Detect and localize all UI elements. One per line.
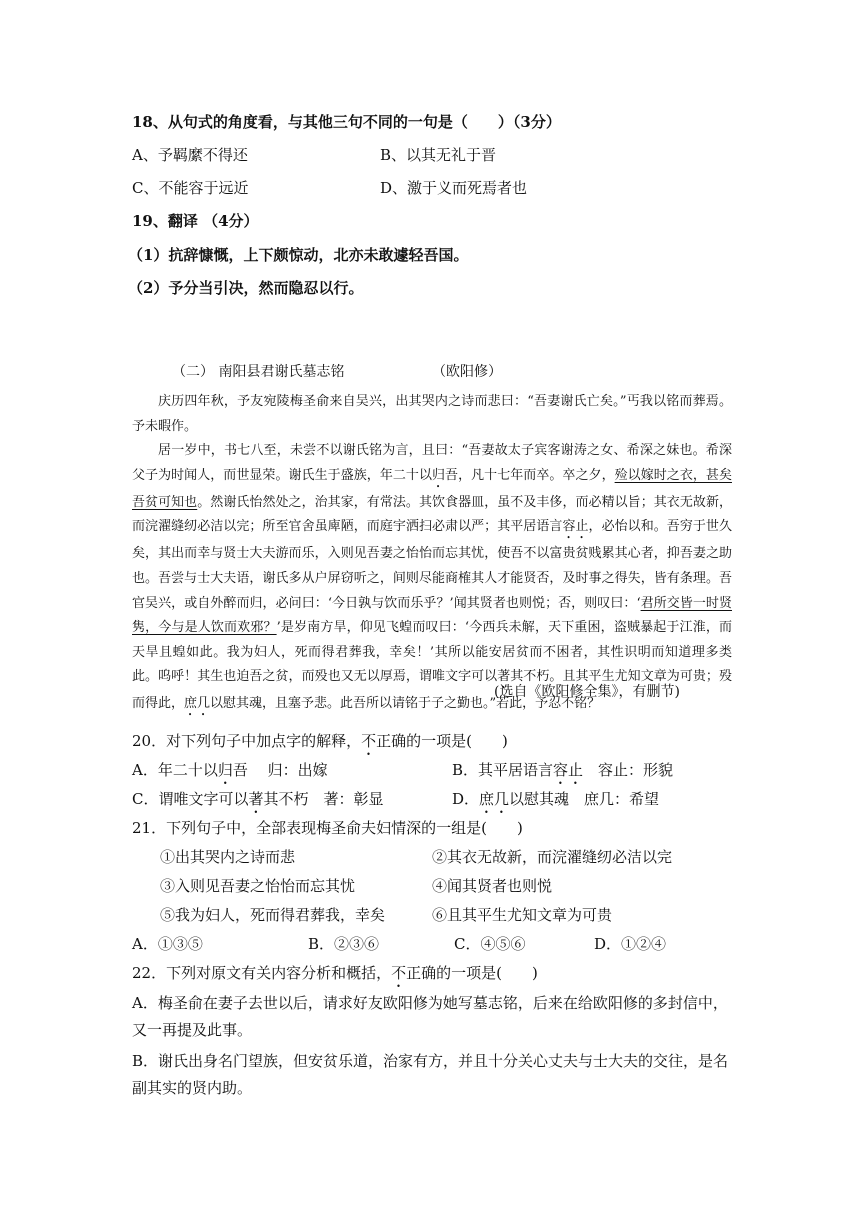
q20-option-d bbox=[452, 789, 659, 817]
q19-item-1: （1）抗辞慷慨，上下颇惊动，北亦未敢遽轻吾国。 bbox=[128, 246, 469, 264]
q21-item-3: ③入则见吾妻之怡怡而忘其忧 bbox=[160, 877, 356, 895]
q21-option-a: A．①③⑤ bbox=[132, 935, 203, 953]
p2-text-f: 其不朽。且其平生尤知文章为可贵；殁而得此， bbox=[132, 669, 732, 712]
p2-dotted-rongzhi: 容止 bbox=[562, 519, 589, 535]
q20-d-dotted: 庶几 bbox=[479, 790, 510, 808]
q21-option-c: C．④⑤⑥ bbox=[454, 935, 526, 953]
q21-item-2: ②其衣无故新，而浣濯缝纫必洁以完 bbox=[432, 848, 673, 866]
q20-option-a bbox=[132, 760, 328, 788]
p2-text-b: 吾，凡十七年而卒。卒之夕， bbox=[445, 467, 615, 483]
p2-underlined-1: 殓以嫁时之衣，甚矣吾贫可知也 bbox=[132, 467, 732, 510]
q20-a-text-a: A．年二十以 bbox=[132, 761, 218, 779]
p2-text-a: 居一岁中，书七八至，未尝不以谢氏铭为言，且曰：“吾妻故太子宾客谢涛之女、希深之妹也。希深父子为时闻人，而世显荣。谢氏生于盛族，年二十以 bbox=[132, 443, 732, 483]
q21-option-d: D．①②④ bbox=[594, 935, 667, 953]
q18-option-d: D、激于义而死焉者也 bbox=[380, 179, 528, 197]
q22-option-a: A．梅圣俞在妻子去世以后，请求好友欧阳修为她写墓志铭，后来在给欧阳修的多封信中，又一再提及此事。 bbox=[132, 994, 728, 1039]
q20-d-text-b: 以慰其魂 庶几：希望 bbox=[509, 790, 660, 808]
p2-dotted-zhu: 著 bbox=[497, 669, 511, 685]
q20-stem-text-b: 正确的一项是( ) bbox=[376, 732, 508, 750]
q20-option-c bbox=[132, 789, 384, 817]
q21-item-5: ⑤我为妇人，死而得君葬我，幸矣 bbox=[160, 906, 386, 924]
q21-item-1: ①出其哭内之诗而悲 bbox=[160, 848, 296, 866]
passage-author: （欧阳修） bbox=[432, 364, 502, 380]
q20-c-dotted: 著 bbox=[248, 790, 264, 808]
q20-d-text-a: D． bbox=[452, 790, 480, 808]
q20-option-b bbox=[452, 760, 673, 788]
q20-stem-dotted: 不 bbox=[361, 732, 377, 750]
q20-stem bbox=[132, 731, 508, 759]
q21-item-4: ④闻其贤者也则悦 bbox=[432, 877, 553, 895]
passage-body bbox=[132, 390, 732, 719]
q21-item-6: ⑥且其平生尤知文章为可贵 bbox=[432, 906, 613, 924]
q19-stem: 19、翻译 （4分） bbox=[132, 212, 259, 230]
q22-stem-text-a: 22．下列对原文有关内容分析和概括， bbox=[132, 964, 392, 982]
q20-c-text-a: C．谓唯文字可以 bbox=[132, 790, 249, 808]
passage-source: (选自《欧阳修全集》，有删节) bbox=[494, 684, 680, 700]
q20-c-text-b: 其不朽 著：彰显 bbox=[263, 790, 384, 808]
p2-text-e: ’是岁南方旱，仰见飞蝗而叹曰：‘今西兵未解，天下重困，盗贼暴起于江淮，而天旱且蝗如此。我为妇人，死而得君葬我，幸矣！’其所以能安居贫而不困者，其性识明而知道理多类此。呜呼！其生也迫吾之贫，而殁也又无以厚焉，谓唯文字可以 bbox=[132, 620, 732, 685]
passage-paragraph-1: 庆历四年秋，予友宛陵梅圣俞来自吴兴，出其哭内之诗而悲曰：“吾妻谢氏亡矣。”丐我以铭而葬焉。予未暇作。 bbox=[132, 394, 732, 434]
p2-text-d: ，必怡以和。吾穷于世久矣，其出而幸与贤士大夫游而乐，入则见吾妻之怡怡而忘其忧，使吾不以富贵贫贱累其心者，抑吾妻之助也。吾尝与士大夫语，谢氏多从户屏窃听之，间则尽能商榷其人才能贤否，及时事之得失，皆有条理。吾官吴兴，或自外醉而归，必问曰：‘今日孰与饮而乐乎？’闻其贤者也则悦；否，则叹曰：‘ bbox=[132, 519, 732, 611]
passage-heading: （二） 南阳县君谢氏墓志铭 bbox=[172, 364, 345, 380]
q20-a-text-b: 吾 归：出嫁 bbox=[232, 761, 328, 779]
q18-option-b: B、以其无礼于晋 bbox=[380, 146, 497, 164]
p2-text-c: 。然谢氏怡然处之，治其家，有常法。其饮食器皿，虽不及丰侈，而必精以旨；其衣无故新，而浣濯缝纫必洁以完；所至官舍虽庳陋，而庭宇洒扫必肃以严；其平居语言 bbox=[132, 494, 732, 535]
p2-underlined-2: 君所交皆一时贤隽，今与是人饮而欢邪？ bbox=[132, 595, 732, 636]
q18-option-a: A、予羁縻不得还 bbox=[132, 146, 248, 164]
q22-stem bbox=[132, 963, 538, 991]
q18-option-c: C、不能容于远近 bbox=[132, 179, 249, 197]
q19-item-2: （2）予分当引决，然而隐忍以行。 bbox=[128, 279, 364, 297]
p2-dotted-gui: 归 bbox=[432, 467, 446, 483]
q20-b-text-a: B．其平居语言 bbox=[452, 761, 554, 779]
q22-option-b: B．谢氏出身名门望族，但安贫乐道，治家有方，并且十分关心丈夫与士大夫的交往，是名副其实的贤内助。 bbox=[132, 1052, 729, 1097]
q20-a-dotted: 归 bbox=[217, 761, 233, 779]
q21-stem: 21．下列句子中，全部表现梅圣俞夫妇情深的一组是( ) bbox=[132, 819, 523, 837]
passage-paragraph-2 bbox=[132, 439, 732, 719]
q20-b-text-b: 容止：形貌 bbox=[583, 761, 674, 779]
p2-text-g: 以慰其魂，且塞予悲。此吾所以请铭于子之勤也。”若此，予忍不铭？ bbox=[210, 696, 601, 712]
p2-dotted-shuji: 庶几 bbox=[184, 696, 211, 712]
q22-stem-dotted: 不 bbox=[391, 964, 407, 982]
q22-stem-text-b: 正确的一项是( ) bbox=[406, 964, 538, 982]
q18-stem: 18、从句式的角度看，与其他三句不同的一句是（ ）（3分） bbox=[132, 113, 561, 131]
q20-b-dotted: 容止 bbox=[553, 761, 584, 779]
q20-stem-text-a: 20．对下列句子中加点字的解释， bbox=[132, 732, 362, 750]
q21-option-b: B．②③⑥ bbox=[308, 935, 380, 953]
